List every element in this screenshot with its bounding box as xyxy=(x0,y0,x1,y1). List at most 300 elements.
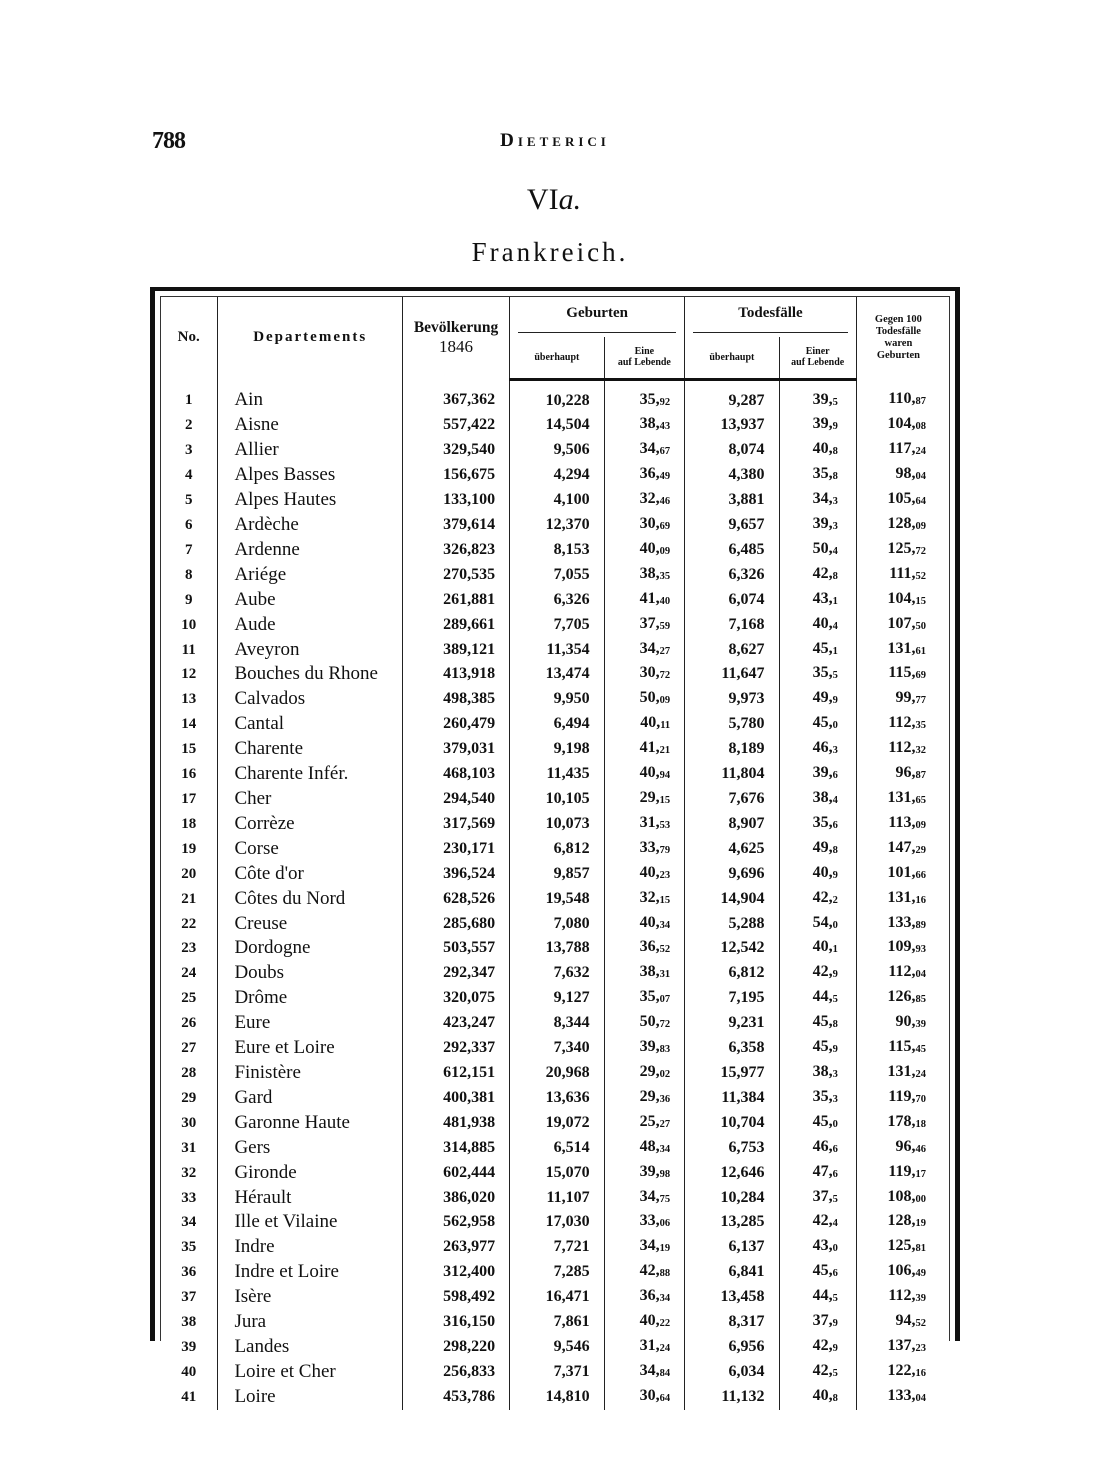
cell-deaths-per xyxy=(779,662,856,687)
cell-deaths: 8,907 xyxy=(685,812,779,837)
cell-births-per-100-deaths-int: 107 xyxy=(887,614,912,632)
cell-deaths-per xyxy=(779,613,856,638)
decimal-separator: , xyxy=(655,1312,660,1330)
cell-deaths-per-int: 45 xyxy=(812,1262,829,1280)
cell-population: 260,479 xyxy=(402,712,509,737)
decimal-separator: , xyxy=(828,390,833,408)
cell-departement: Finistère xyxy=(218,1061,402,1086)
cell-deaths: 6,326 xyxy=(685,563,779,588)
cell-births-per-100-deaths-dec: 66 xyxy=(915,869,926,881)
cell-births-per xyxy=(604,737,685,762)
cell-births-per-int: 50 xyxy=(639,689,656,707)
cell-deaths-per-int: 49 xyxy=(812,689,829,707)
cell-births-per-int: 40 xyxy=(639,764,656,782)
cell-no: 22 xyxy=(160,912,218,937)
table-row xyxy=(160,1360,940,1385)
decimal-separator: , xyxy=(828,440,833,458)
cell-deaths: 6,753 xyxy=(685,1136,779,1161)
cell-deaths-per xyxy=(779,1210,856,1235)
cell-births: 11,107 xyxy=(510,1186,604,1211)
cell-births-per-100-deaths xyxy=(856,687,940,712)
cell-population: 320,075 xyxy=(402,986,509,1011)
cell-births-per-100-deaths-int: 126 xyxy=(887,988,912,1006)
cell-births-per-100-deaths-dec: 61 xyxy=(915,645,926,657)
cell-births-per-int: 40 xyxy=(639,539,656,557)
cell-deaths-per-int: 42 xyxy=(812,564,829,582)
cell-births-per-int: 29 xyxy=(639,1087,656,1105)
cell-deaths-per-dec: 5 xyxy=(832,994,838,1006)
cell-births-per xyxy=(604,1235,685,1260)
cell-births: 11,435 xyxy=(510,762,604,787)
cell-births-per-100-deaths xyxy=(856,1161,940,1186)
cell-births-per-100-deaths xyxy=(856,1086,940,1111)
cell-births-per-100-deaths-int: 147 xyxy=(887,838,912,856)
decimal-separator: , xyxy=(911,1312,916,1330)
cell-deaths-per-int: 35 xyxy=(812,813,829,831)
cell-births-per-dec: 94 xyxy=(659,770,671,782)
cell-births-per-100-deaths xyxy=(856,1210,940,1235)
cell-births-per-dec: 36 xyxy=(659,1093,671,1105)
decimal-separator: , xyxy=(655,515,660,533)
cell-no: 39 xyxy=(160,1335,218,1360)
cell-deaths: 6,485 xyxy=(685,538,779,563)
cell-births-per-100-deaths-int: 131 xyxy=(887,639,912,657)
cell-deaths-per-int: 45 xyxy=(812,1013,829,1031)
cell-deaths-per xyxy=(779,1310,856,1335)
cell-births: 10,073 xyxy=(510,812,604,837)
table-row xyxy=(160,912,940,937)
cell-births-per-int: 42 xyxy=(639,1262,656,1280)
decimal-separator: , xyxy=(655,1087,660,1105)
cell-departement: Jura xyxy=(218,1310,402,1335)
cell-births-per-dec: 79 xyxy=(659,844,671,856)
decimal-separator: , xyxy=(655,539,660,557)
cell-births-per-dec: 83 xyxy=(659,1044,671,1056)
cell-births: 15,070 xyxy=(510,1161,604,1186)
cell-births-per-dec: 31 xyxy=(659,969,671,981)
cell-population: 498,385 xyxy=(402,687,509,712)
cell-departement: Alpes Basses xyxy=(218,463,402,488)
cell-births-per-100-deaths-int: 133 xyxy=(887,1386,912,1404)
cell-deaths-per-int: 46 xyxy=(812,1137,829,1155)
cell-births: 12,370 xyxy=(510,513,604,538)
header-ratio-line2: Todesfälle xyxy=(875,325,921,337)
decimal-separator: , xyxy=(911,564,916,582)
cell-births-per-100-deaths xyxy=(856,1061,940,1086)
cell-births-per-100-deaths xyxy=(856,438,940,463)
cell-deaths-per-dec: 0 xyxy=(832,1118,838,1130)
decimal-separator: , xyxy=(655,1336,660,1354)
table-row xyxy=(160,1186,940,1211)
cell-deaths-per xyxy=(779,413,856,438)
header-births-group xyxy=(510,297,685,337)
cell-births-per-100-deaths-dec: 81 xyxy=(915,1243,926,1255)
decimal-separator: , xyxy=(828,938,833,956)
cell-births-per-int: 33 xyxy=(639,1212,656,1230)
cell-births: 6,514 xyxy=(510,1136,604,1161)
decimal-separator: , xyxy=(828,664,833,682)
cell-no: 24 xyxy=(160,961,218,986)
cell-deaths-per xyxy=(779,1036,856,1061)
cell-deaths: 6,841 xyxy=(685,1260,779,1285)
decimal-separator: , xyxy=(655,913,660,931)
decimal-separator: , xyxy=(655,1013,660,1031)
cell-births-per-dec: 22 xyxy=(659,1318,671,1330)
decimal-separator: , xyxy=(911,465,916,483)
decimal-separator: , xyxy=(828,1287,833,1305)
cell-births-per xyxy=(604,463,685,488)
cell-births-per-int: 31 xyxy=(639,1336,656,1354)
cell-births-per-100-deaths-int: 99 xyxy=(895,689,912,707)
cell-births-per-100-deaths xyxy=(856,613,940,638)
decimal-separator: , xyxy=(911,1336,916,1354)
cell-births: 7,371 xyxy=(510,1360,604,1385)
cell-births-per-100-deaths-int: 109 xyxy=(887,938,912,956)
cell-no: 3 xyxy=(160,438,218,463)
cell-births-per-int: 34 xyxy=(639,440,656,458)
cell-no: 28 xyxy=(160,1061,218,1086)
cell-births-per-int: 40 xyxy=(639,913,656,931)
cell-births-per xyxy=(604,1260,685,1285)
cell-births-per xyxy=(604,1210,685,1235)
decimal-separator: , xyxy=(828,515,833,533)
decimal-separator: , xyxy=(828,539,833,557)
cell-population: 133,100 xyxy=(402,488,509,513)
cell-births-per-100-deaths-dec: 49 xyxy=(915,1268,926,1280)
cell-births-per-100-deaths-dec: 35 xyxy=(915,720,926,732)
cell-births-per-100-deaths xyxy=(856,463,940,488)
cell-deaths-per-dec: 4 xyxy=(832,795,838,806)
cell-departement: Gironde xyxy=(218,1161,402,1186)
table-row xyxy=(160,538,940,563)
table-row xyxy=(160,413,940,438)
cell-deaths: 11,804 xyxy=(685,762,779,787)
cell-no: 30 xyxy=(160,1111,218,1136)
table-row xyxy=(160,588,940,613)
table-row xyxy=(160,513,940,538)
cell-births-per-100-deaths-dec: 24 xyxy=(915,1068,926,1080)
decimal-separator: , xyxy=(655,465,660,483)
cell-deaths-per-dec: 8 xyxy=(832,570,838,582)
decimal-separator: , xyxy=(828,1312,833,1330)
table-number-roman: VI xyxy=(526,183,559,216)
cell-births-per-dec: 88 xyxy=(659,1268,671,1280)
cell-births-per-100-deaths-int: 96 xyxy=(895,764,912,782)
cell-population: 156,675 xyxy=(402,463,509,488)
cell-births-per-100-deaths-dec: 09 xyxy=(915,521,926,533)
decimal-separator: , xyxy=(655,789,660,806)
cell-population: 389,121 xyxy=(402,638,509,663)
cell-births-per-int: 39 xyxy=(639,1038,656,1056)
cell-births-per-100-deaths-dec: 16 xyxy=(915,894,926,906)
cell-deaths: 14,904 xyxy=(685,887,779,912)
cell-births-per-dec: 34 xyxy=(659,1143,671,1155)
cell-deaths-per-int: 39 xyxy=(812,415,829,433)
cell-births-per-100-deaths xyxy=(856,986,940,1011)
cell-births-per-100-deaths xyxy=(856,1011,940,1036)
decimal-separator: , xyxy=(828,1038,833,1056)
cell-deaths: 11,132 xyxy=(685,1385,779,1410)
cell-deaths: 6,358 xyxy=(685,1036,779,1061)
cell-births-per-100-deaths xyxy=(856,936,940,961)
cell-deaths-per xyxy=(779,1011,856,1036)
cell-births-per xyxy=(604,986,685,1011)
cell-population: 316,150 xyxy=(402,1310,509,1335)
cell-births-per xyxy=(604,787,685,812)
cell-population: 396,524 xyxy=(402,862,509,887)
cell-births-per-100-deaths xyxy=(856,1335,940,1360)
cell-births-per-100-deaths-int: 117 xyxy=(888,440,912,458)
cell-departement: Bouches du Rhone xyxy=(218,662,402,687)
cell-births-per-int: 25 xyxy=(639,1112,656,1130)
decimal-separator: , xyxy=(655,988,660,1006)
cell-deaths-per xyxy=(779,862,856,887)
cell-births: 7,632 xyxy=(510,961,604,986)
cell-births-per-100-deaths xyxy=(856,787,940,812)
cell-births-per-dec: 43 xyxy=(659,421,671,433)
decimal-separator: , xyxy=(911,1212,916,1230)
cell-births-per-100-deaths-int: 101 xyxy=(887,863,912,881)
cell-births-per-dec: 19 xyxy=(659,1243,671,1255)
cell-births: 13,636 xyxy=(510,1086,604,1111)
cell-births-per-dec: 27 xyxy=(659,645,671,657)
cell-births: 20,968 xyxy=(510,1061,604,1086)
decimal-separator: , xyxy=(655,764,660,782)
cell-departement: Alpes Hautes xyxy=(218,488,402,513)
table-row xyxy=(160,638,940,663)
cell-births-per-dec: 34 xyxy=(659,919,671,931)
cell-deaths-per xyxy=(779,812,856,837)
cell-births-per-100-deaths xyxy=(856,379,940,413)
decimal-separator: , xyxy=(828,589,833,607)
decimal-separator: , xyxy=(911,415,916,433)
decimal-separator: , xyxy=(911,1386,916,1404)
cell-deaths-per-dec: 1 xyxy=(832,595,838,607)
cell-births-per-dec: 67 xyxy=(659,446,671,458)
decimal-separator: , xyxy=(828,764,833,782)
cell-births-per-100-deaths xyxy=(856,912,940,937)
cell-births-per-int: 38 xyxy=(639,415,656,433)
cell-deaths-per-dec: 3 xyxy=(832,521,838,533)
cell-deaths-per-int: 40 xyxy=(812,863,829,881)
cell-deaths-per xyxy=(779,712,856,737)
cell-departement: Corrèze xyxy=(218,812,402,837)
cell-deaths-per xyxy=(779,912,856,937)
cell-births-per-100-deaths-dec: 04 xyxy=(915,969,926,981)
table-title: Frankreich. xyxy=(471,237,629,267)
table-row xyxy=(160,737,940,762)
cell-births: 19,548 xyxy=(510,887,604,912)
cell-births-per-100-deaths-int: 133 xyxy=(887,913,912,931)
cell-departement: Ariége xyxy=(218,563,402,588)
cell-births-per xyxy=(604,488,685,513)
cell-deaths: 8,317 xyxy=(685,1310,779,1335)
cell-births-per-100-deaths-int: 131 xyxy=(887,888,912,906)
cell-population: 379,614 xyxy=(402,513,509,538)
header-no-label: No. xyxy=(177,329,200,346)
cell-departement: Aude xyxy=(218,613,402,638)
decimal-separator: , xyxy=(911,1137,916,1155)
cell-births-per xyxy=(604,1136,685,1161)
cell-births-per-100-deaths-int: 131 xyxy=(887,1062,912,1080)
cell-births-per xyxy=(604,1086,685,1111)
cell-no: 1 xyxy=(160,379,218,413)
header-deaths-total xyxy=(685,337,779,379)
decimal-separator: , xyxy=(828,1212,833,1230)
cell-births-per-int: 34 xyxy=(639,1361,656,1379)
cell-deaths-per-dec: 8 xyxy=(832,844,838,856)
cell-population: 298,220 xyxy=(402,1335,509,1360)
cell-deaths-per-int: 42 xyxy=(812,1336,829,1354)
header-ratio-line1: Gegen 100 xyxy=(874,313,922,325)
decimal-separator: , xyxy=(911,539,916,557)
cell-deaths-per-dec: 6 xyxy=(832,770,838,782)
cell-births-per-int: 34 xyxy=(639,1187,656,1205)
cell-departement: Côtes du Nord xyxy=(218,887,402,912)
cell-deaths-per-int: 43 xyxy=(812,589,829,607)
cell-births-per-100-deaths-dec: 15 xyxy=(915,595,926,607)
cell-births-per xyxy=(604,1310,685,1335)
decimal-separator: , xyxy=(655,614,660,632)
cell-deaths-per xyxy=(779,1260,856,1285)
cell-deaths-per-dec: 0 xyxy=(832,919,838,931)
cell-departement: Garonne Haute xyxy=(218,1111,402,1136)
cell-births-per-100-deaths-dec: 18 xyxy=(915,1118,926,1130)
cell-births-per xyxy=(604,961,685,986)
cell-births-per-100-deaths xyxy=(856,488,940,513)
cell-births-per-100-deaths-int: 96 xyxy=(895,1137,912,1155)
decimal-separator: , xyxy=(655,564,660,582)
cell-births-per-dec: 15 xyxy=(659,795,671,806)
cell-deaths-per xyxy=(779,1360,856,1385)
decimal-separator: , xyxy=(911,689,916,707)
decimal-separator: , xyxy=(911,789,916,806)
decimal-separator: , xyxy=(911,963,916,981)
cell-deaths: 7,676 xyxy=(685,787,779,812)
table-row xyxy=(160,438,940,463)
cell-departement: Gard xyxy=(218,1086,402,1111)
cell-births-per-100-deaths xyxy=(856,538,940,563)
decimal-separator: , xyxy=(655,1162,660,1180)
table-row xyxy=(160,1385,940,1410)
decimal-separator: , xyxy=(655,589,660,607)
cell-births-per-100-deaths xyxy=(856,737,940,762)
cell-population: 292,337 xyxy=(402,1036,509,1061)
cell-births-per-int: 36 xyxy=(639,938,656,956)
cell-deaths-per-int: 45 xyxy=(812,1112,829,1130)
cell-deaths-per-int: 47 xyxy=(812,1162,829,1180)
header-departements-label: Departements xyxy=(253,329,368,346)
cell-births-per-100-deaths-int: 110 xyxy=(888,389,912,407)
cell-births-per-dec: 23 xyxy=(659,869,671,881)
header-ratio-line4: Geburten xyxy=(876,350,920,362)
running-head: Dieterici xyxy=(500,130,610,151)
cell-no: 20 xyxy=(160,862,218,887)
cell-births-per-dec: 72 xyxy=(659,670,671,682)
cell-no: 37 xyxy=(160,1285,218,1310)
cell-births-per-int: 41 xyxy=(639,589,656,607)
cell-births-per-100-deaths-dec: 29 xyxy=(915,844,926,856)
cell-births-per-100-deaths-int: 106 xyxy=(887,1262,912,1280)
cell-population: 400,381 xyxy=(402,1086,509,1111)
cell-births: 9,127 xyxy=(510,986,604,1011)
cell-no: 31 xyxy=(160,1136,218,1161)
cell-departement: Aisne xyxy=(218,413,402,438)
cell-no: 26 xyxy=(160,1011,218,1036)
cell-population: 261,881 xyxy=(402,588,509,613)
cell-population: 314,885 xyxy=(402,1136,509,1161)
cell-deaths-per xyxy=(779,1161,856,1186)
cell-deaths-per-int: 49 xyxy=(812,838,829,856)
header-deaths-ratio-line1: Einer xyxy=(805,345,830,357)
cell-deaths-per xyxy=(779,837,856,862)
decimal-separator: , xyxy=(911,1112,916,1130)
cell-deaths-per-int: 37 xyxy=(812,1312,829,1330)
decimal-separator: , xyxy=(828,838,833,856)
cell-births: 9,546 xyxy=(510,1335,604,1360)
table-row xyxy=(160,862,940,887)
cell-population: 312,400 xyxy=(402,1260,509,1285)
cell-births-per-100-deaths-int: 119 xyxy=(888,1087,912,1105)
cell-deaths-per-dec: 9 xyxy=(832,1318,838,1330)
cell-births-per-dec: 11 xyxy=(660,720,671,732)
cell-births-per-int: 36 xyxy=(639,465,656,483)
cell-births-per-100-deaths-dec: 19 xyxy=(915,1218,926,1230)
header-deaths-ratio xyxy=(779,337,856,379)
table-body xyxy=(160,379,940,1410)
decimal-separator: , xyxy=(655,689,660,707)
cell-births: 4,294 xyxy=(510,463,604,488)
cell-births-per-100-deaths-int: 104 xyxy=(887,415,912,433)
cell-births-per xyxy=(604,563,685,588)
decimal-separator: , xyxy=(655,1062,660,1080)
cell-no: 27 xyxy=(160,1036,218,1061)
cell-deaths-per-dec: 6 xyxy=(832,1143,838,1155)
cell-births-per-100-deaths xyxy=(856,712,940,737)
decimal-separator: , xyxy=(655,739,660,757)
cell-deaths-per-int: 35 xyxy=(812,664,829,682)
cell-population: 557,422 xyxy=(402,413,509,438)
cell-departement: Hérault xyxy=(218,1186,402,1211)
decimal-separator: , xyxy=(828,415,833,433)
cell-deaths-per-dec: 5 xyxy=(832,396,838,408)
table-row xyxy=(160,936,940,961)
cell-births-per-int: 30 xyxy=(639,515,656,533)
cell-births-per-int: 30 xyxy=(639,1386,656,1404)
cell-births-per-int: 40 xyxy=(639,863,656,881)
cell-deaths-per xyxy=(779,463,856,488)
cell-deaths-per-dec: 8 xyxy=(832,471,838,483)
cell-deaths-per-dec: 4 xyxy=(832,545,838,557)
cell-births-per-100-deaths-dec: 87 xyxy=(915,395,926,407)
cell-no: 18 xyxy=(160,812,218,837)
cell-population: 413,918 xyxy=(402,662,509,687)
cell-no: 21 xyxy=(160,887,218,912)
cell-deaths-per-dec: 8 xyxy=(832,446,838,458)
cell-deaths-per xyxy=(779,379,856,413)
table-row xyxy=(160,961,940,986)
cell-population: 294,540 xyxy=(402,787,509,812)
cell-births-per-100-deaths-int: 128 xyxy=(887,1212,912,1230)
cell-deaths: 9,287 xyxy=(685,379,779,413)
cell-births-per-int: 40 xyxy=(639,1312,656,1330)
cell-births-per-100-deaths-int: 137 xyxy=(887,1336,912,1354)
cell-deaths-per-int: 54 xyxy=(812,913,829,931)
cell-population: 602,444 xyxy=(402,1161,509,1186)
cell-deaths: 6,074 xyxy=(685,588,779,613)
cell-deaths: 10,704 xyxy=(685,1111,779,1136)
cell-births-per-100-deaths-int: 125 xyxy=(887,1237,912,1255)
